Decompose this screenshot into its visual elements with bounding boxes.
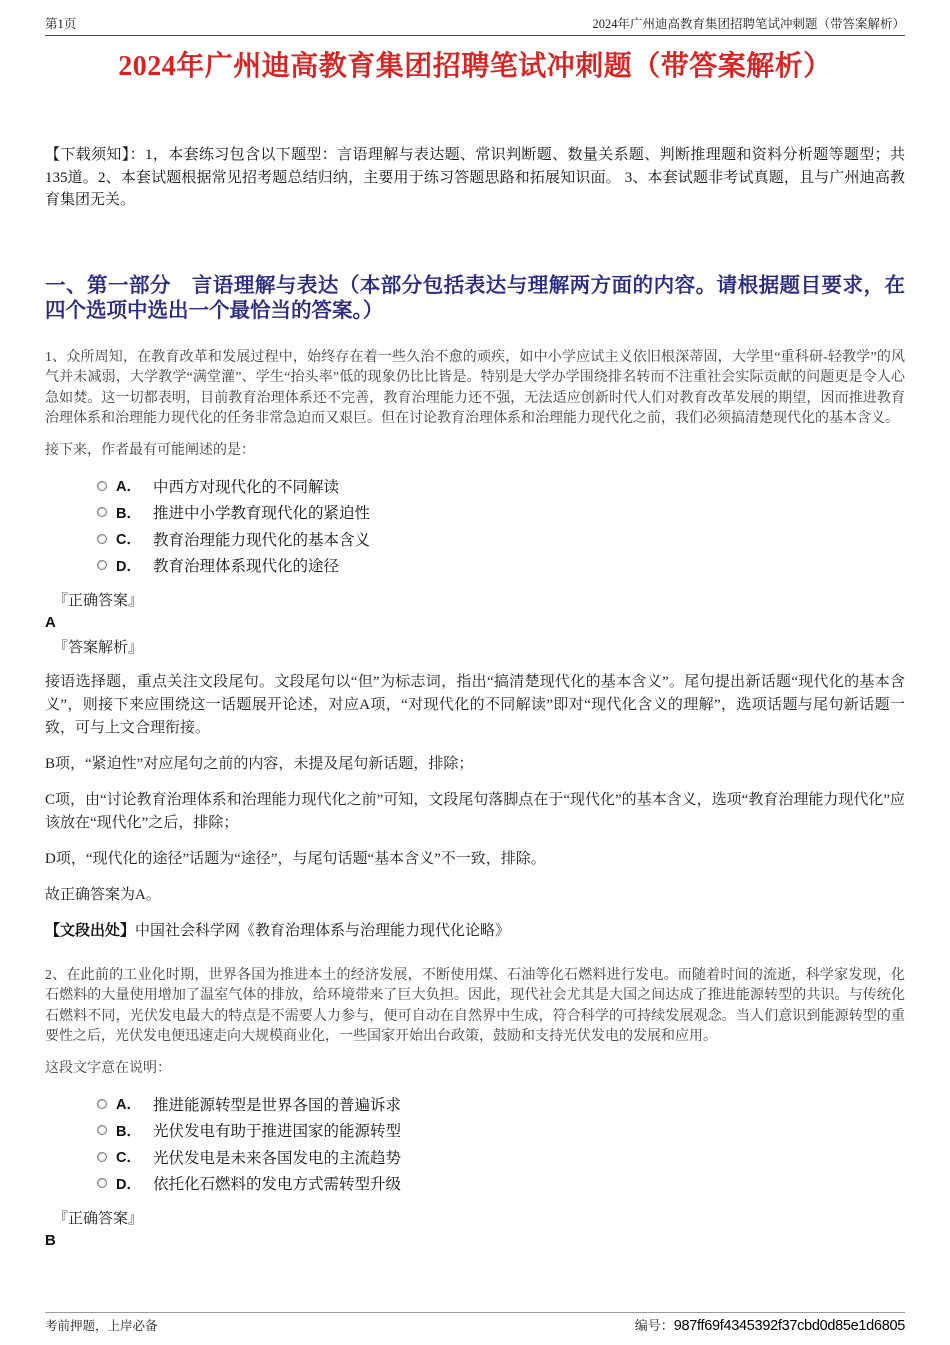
passage-source-text: 中国社会科学网《教育治理体系与治理能力现代化论略》 xyxy=(135,922,511,939)
analysis-paragraph: D项，“现代化的途径”话题为“途径”，与尾句话题“基本含义”不一致，排除。 xyxy=(45,850,546,867)
radio-button-icon[interactable] xyxy=(97,1152,107,1162)
question-prompt: 这段文字意在说明： xyxy=(45,1060,171,1076)
option-text: 教育治理体系现代化的途径 xyxy=(152,558,339,576)
page-header xyxy=(45,0,905,36)
option-letter: D． xyxy=(116,558,141,575)
option-letter: C． xyxy=(116,532,141,549)
radio-button-icon[interactable] xyxy=(97,507,107,517)
correct-answer-label: 『正确答案』 xyxy=(53,1210,144,1227)
question-stem: 1、众所周知，在教育改革和发展过程中，始终存在着一些久治不愈的顽疾，如中小学应试主义依旧根深蒂固，大学里“重科研-轻教学”的风气并未减弱，大学教学“满堂灌”、学生“抬头率”低的现象仍比比皆是。特别是大学办学围绕排名转而不注重社会实际贡献的问题更是令人心急如焚。这一切都表明，目前教育治理体系还不完善，教育治理能力还不强，无法适应创新时代人们对教育改革发展的期望，因而推进教育治理体系和治理能力现代化的任务非常急迫而又艰巨。但在讨论教育治理体系和治理能力现代化之前，我们必须搞清楚现代化的基本含义。 xyxy=(45,349,905,426)
option-letter: A． xyxy=(116,1097,141,1114)
question-2 xyxy=(0,966,950,1251)
option-text: 依托化石燃料的发电方式需转型升级 xyxy=(152,1176,401,1194)
section-heading: 一、第一部分 言语理解与表达（本部分包括表达与理解两方面的内容。请根据题目要求，在四个选项中选出一个最恰当的答案。） xyxy=(45,274,905,322)
answer-analysis-label: 『答案解析』 xyxy=(53,639,144,656)
option-row-c xyxy=(97,1144,905,1171)
option-letter: A． xyxy=(116,479,141,496)
analysis-paragraph: 接语选择题，重点关注文段尾句。文段尾句以“但”为标志词，指出“搞清楚现代化的基本含义”。尾句提出新话题“现代化的基本含义”，则接下来应围绕这一话题展开论述，对应A项，“对现代化的不同解读”即对“现代化含义的理解”，选项话题与尾句新话题一致，可与上文合理衔接。 xyxy=(45,673,905,736)
analysis-paragraph: B项，“紧迫性”对应尾句之前的内容，未提及尾句新话题，排除； xyxy=(45,755,474,772)
radio-button-icon[interactable] xyxy=(97,481,107,491)
radio-button-icon[interactable] xyxy=(97,560,107,570)
option-text: 光伏发电是未来各国发电的主流趋势 xyxy=(152,1149,401,1167)
radio-button-icon[interactable] xyxy=(97,1178,107,1188)
footer-serial-label: 编号： xyxy=(634,1318,674,1333)
option-letter: C． xyxy=(116,1150,141,1167)
option-list xyxy=(45,473,905,579)
analysis-conclusion: 故正确答案为A。 xyxy=(45,886,161,903)
option-row-d xyxy=(97,552,905,579)
option-text: 光伏发电有助于推进国家的能源转型 xyxy=(152,1123,401,1141)
download-notice: 【下载须知】：1，本套练习包含以下题型：言语理解与表达题、常识判断题、数量关系题、判断推理题和资料分析题等题型；共135道。2、本套试题根据常见招考题总结归纳，主要用于练习答题思路和拓展知识面。 3、本套试题非考试真题，且与广州迪高教育集团无关。 xyxy=(45,147,905,208)
document-title: 2024年广州迪高教育集团招聘笔试冲刺题（带答案解析） xyxy=(118,51,832,82)
footer-slogan: 考前押题，上岸必备 xyxy=(45,1319,158,1333)
option-letter: B． xyxy=(116,505,141,522)
radio-button-icon[interactable] xyxy=(97,1099,107,1109)
option-text: 中西方对现代化的不同解读 xyxy=(152,478,339,496)
option-row-b xyxy=(97,499,905,526)
question-prompt: 接下来，作者最有可能阐述的是： xyxy=(45,442,255,458)
option-list xyxy=(45,1091,905,1197)
correct-answer-value: B xyxy=(45,1231,56,1249)
radio-button-icon[interactable] xyxy=(97,534,107,544)
question-1 xyxy=(0,348,950,942)
passage-source-label: 【文段出处】 xyxy=(45,922,136,939)
radio-button-icon[interactable] xyxy=(97,1125,107,1135)
option-letter: D． xyxy=(116,1176,141,1193)
option-letter: B． xyxy=(116,1123,141,1140)
option-row-c xyxy=(97,526,905,553)
footer-serial-number: 987ff69f4345392f37cbd0d85e1d6805 xyxy=(673,1318,905,1334)
option-text: 推进中小学教育现代化的紧迫性 xyxy=(152,505,370,523)
page-footer xyxy=(45,1312,905,1334)
option-row-b xyxy=(97,1117,905,1144)
option-row-a xyxy=(97,1091,905,1118)
option-text: 推进能源转型是世界各国的普遍诉求 xyxy=(152,1096,401,1114)
option-row-d xyxy=(97,1170,905,1197)
question-stem: 2、在此前的工业化时期，世界各国为推进本土的经济发展，不断使用煤、石油等化石燃料进行发电。而随着时间的流逝，科学家发现，化石燃料的大量使用增加了温室气体的排放，给环境带来了巨大负担。因此，现代社会尤其是大国之间达成了推进能源转型的共识。与传统化石燃料不同，光伏发电最大的特点是不需要人力参与，便可自动在自然界中生成，符合科学的可持续发展观念。当人们意识到能源转型的重要性之后，光伏发电便迅速走向大规模商业化，一些国家开始出台政策，鼓励和支持光伏发电的发展和应用。 xyxy=(45,967,905,1044)
correct-answer-label: 『正确答案』 xyxy=(53,592,144,609)
passage-source xyxy=(45,920,905,942)
option-row-a xyxy=(97,473,905,500)
header-doc-title: 2024年广州迪高教育集团招聘笔试冲刺题（带答案解析） xyxy=(592,17,905,31)
analysis-paragraph: C项，由“讨论教育治理体系和治理能力现代化之前”可知，文段尾句落脚点在于“现代化”的基本含义，选项“教育治理能力现代化”应该放在“现代化”之后，排除； xyxy=(45,791,905,831)
header-page-number: 第1页 xyxy=(45,17,77,31)
option-text: 教育治理能力现代化的基本含义 xyxy=(152,531,370,549)
footer-serial xyxy=(635,1318,905,1334)
correct-answer-value: A xyxy=(45,613,56,631)
